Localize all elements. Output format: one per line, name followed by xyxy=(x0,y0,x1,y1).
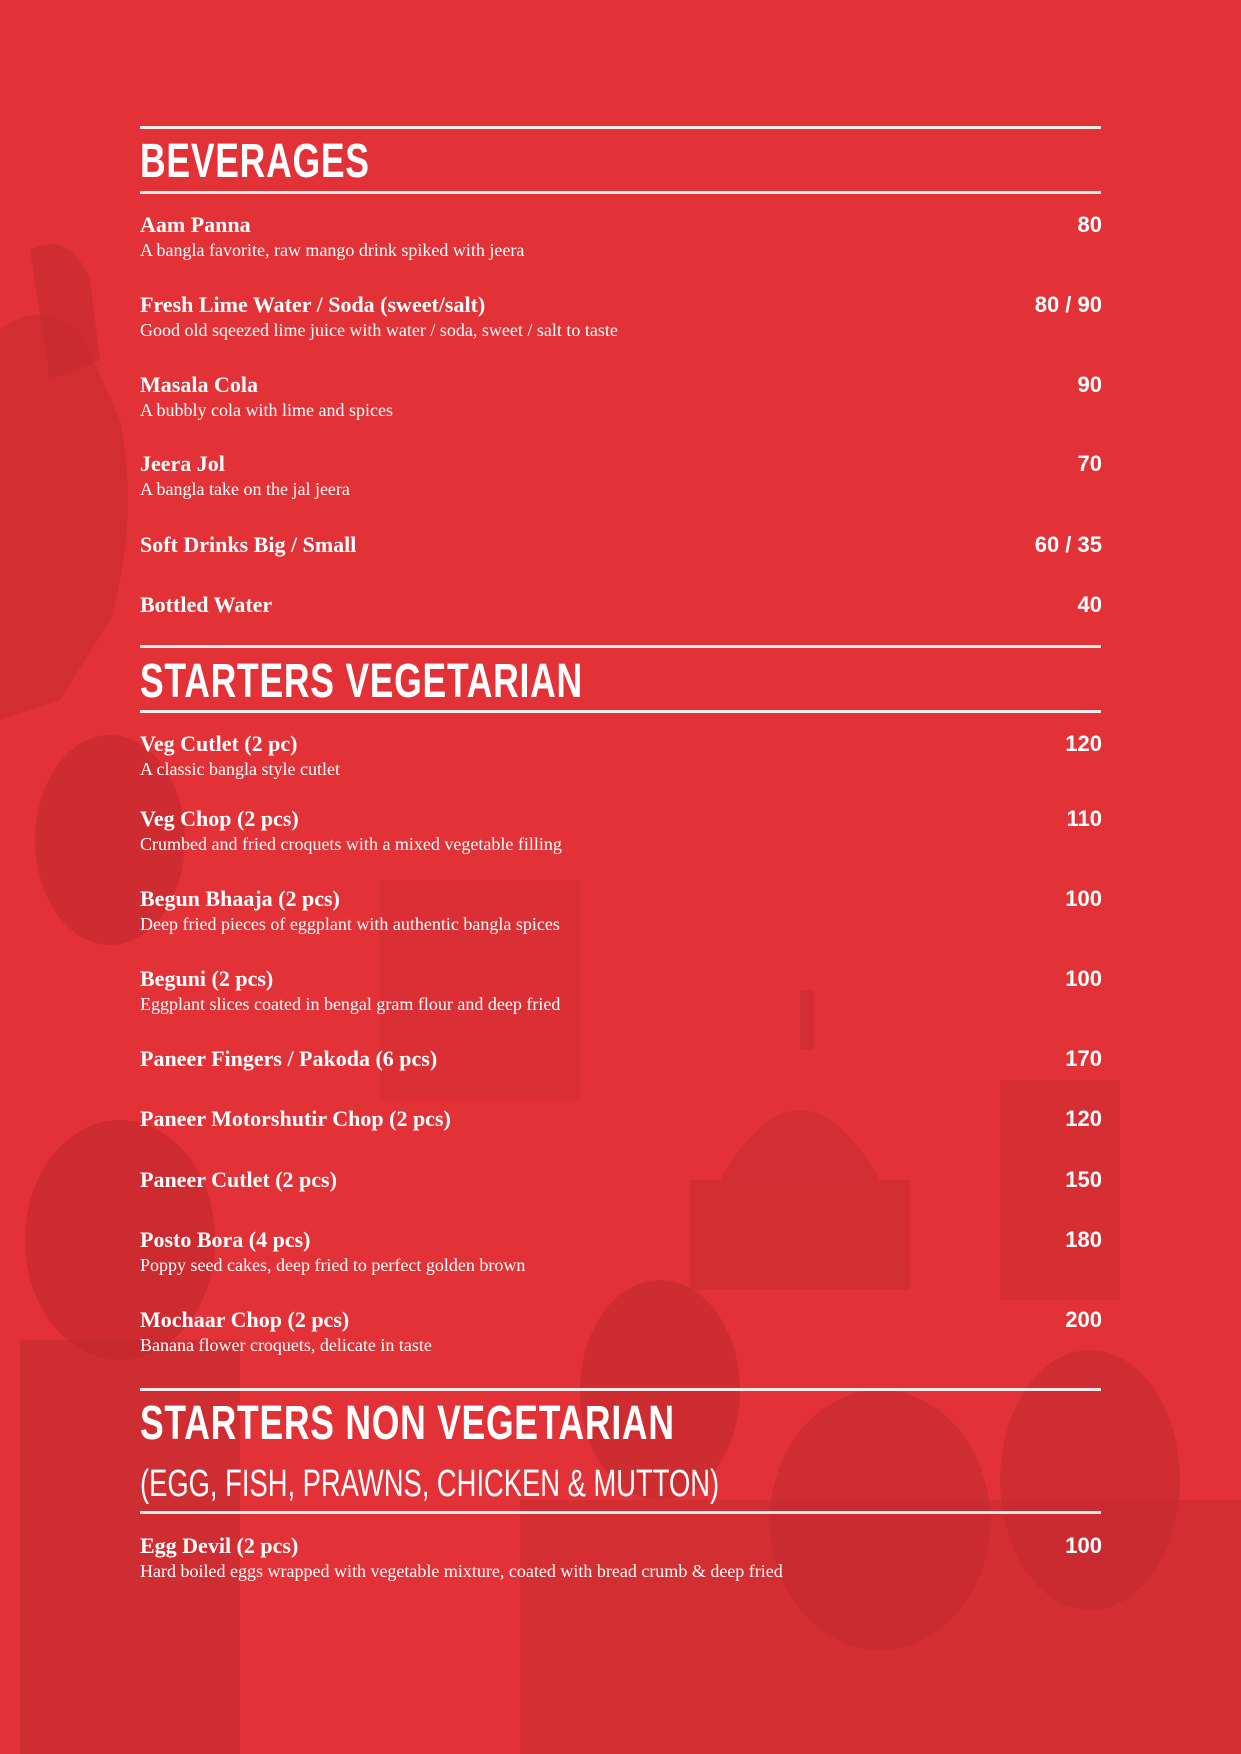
menu-item-price: 170 xyxy=(1065,1046,1102,1071)
menu-item-name: Veg Cutlet (2 pc) xyxy=(140,731,298,756)
menu-item-price: 200 xyxy=(1065,1307,1102,1332)
menu-item-description: A bangla favorite, raw mango drink spiked with jeera xyxy=(140,240,525,260)
menu-item xyxy=(140,1167,1102,1193)
menu-item-description: A bubbly cola with lime and spices xyxy=(140,400,393,420)
section-heading-starters-vegetarian: STARTERS VEGETARIAN xyxy=(140,655,583,708)
menu-item-name: Begun Bhaaja (2 pcs) xyxy=(140,886,340,911)
menu-item xyxy=(140,292,1102,341)
menu-item-name: Paneer Cutlet (2 pcs) xyxy=(140,1167,337,1192)
section-divider xyxy=(140,710,1101,713)
menu-item-price: 80 / 90 xyxy=(1034,292,1102,317)
section-subheading: (EGG, FISH, PRAWNS, CHICKEN & MUTTON) xyxy=(140,1463,720,1505)
menu-item-price: 70 xyxy=(1077,451,1102,476)
menu-item-name: Paneer Motorshutir Chop (2 pcs) xyxy=(140,1106,451,1131)
menu-item-name: Paneer Fingers / Pakoda (6 pcs) xyxy=(140,1046,438,1071)
menu-item-price: 110 xyxy=(1066,806,1102,831)
menu-item-description: Banana flower croquets, delicate in taste xyxy=(140,1335,432,1355)
menu-item-description: A classic bangla style cutlet xyxy=(140,759,340,779)
menu-item xyxy=(140,372,1102,421)
menu-item xyxy=(140,1227,1102,1276)
section-divider xyxy=(140,191,1101,194)
menu-item-description: Poppy seed cakes, deep fried to perfect golden brown xyxy=(140,1255,526,1275)
menu-item-name: Masala Cola xyxy=(140,372,258,397)
menu-item-name: Beguni (2 pcs) xyxy=(140,966,274,991)
menu-item-description: Deep fried pieces of eggplant with authentic bangla spices xyxy=(140,914,560,934)
menu-item-description: A bangla take on the jal jeera xyxy=(140,479,350,499)
menu-item-price: 40 xyxy=(1077,592,1102,617)
menu-item-name: Jeera Jol xyxy=(140,451,225,476)
menu-item-price: 100 xyxy=(1065,1533,1102,1558)
menu-item xyxy=(140,592,1102,618)
menu-item-description: Eggplant slices coated in bengal gram flour and deep fried xyxy=(140,994,561,1014)
menu-item xyxy=(140,886,1102,935)
menu-item xyxy=(140,1106,1102,1132)
menu-item-name: Aam Panna xyxy=(140,212,251,237)
menu-item xyxy=(140,806,1102,855)
section-heading-starters-non-vegetarian: STARTERS NON VEGETARIAN xyxy=(140,1397,675,1450)
section-heading-beverages: BEVERAGES xyxy=(140,135,370,188)
menu-item-description: Good old sqeezed lime juice with water / soda, sweet / salt to taste xyxy=(140,320,618,340)
menu-item-name: Egg Devil (2 pcs) xyxy=(140,1533,299,1558)
section-divider xyxy=(140,1388,1101,1391)
menu-item xyxy=(140,451,1102,500)
menu-item xyxy=(140,1307,1102,1356)
section-divider xyxy=(140,645,1101,648)
menu-item-price: 100 xyxy=(1065,966,1102,991)
menu-item-price: 120 xyxy=(1065,731,1102,756)
menu-item-name: Bottled Water xyxy=(140,592,273,617)
menu-item-name: Soft Drinks Big / Small xyxy=(140,532,357,557)
menu-item xyxy=(140,1533,1102,1582)
menu-item-name: Mochaar Chop (2 pcs) xyxy=(140,1307,350,1332)
menu-item-description: Crumbed and fried croquets with a mixed vegetable filling xyxy=(140,834,562,854)
menu-item-price: 60 / 35 xyxy=(1034,532,1102,557)
menu-item xyxy=(140,966,1102,1015)
menu-item-price: 120 xyxy=(1065,1106,1102,1131)
menu-item-price: 180 xyxy=(1065,1227,1102,1252)
menu-item xyxy=(140,212,1102,261)
menu-item-price: 100 xyxy=(1065,886,1102,911)
section-divider xyxy=(140,1511,1101,1514)
menu-item-price: 90 xyxy=(1077,372,1102,397)
menu-item-name: Fresh Lime Water / Soda (sweet/salt) xyxy=(140,292,486,317)
menu-item-description: Hard boiled eggs wrapped with vegetable mixture, coated with bread crumb & deep fried xyxy=(140,1561,783,1581)
menu-item-price: 150 xyxy=(1065,1167,1102,1192)
menu-item-name: Posto Bora (4 pcs) xyxy=(140,1227,311,1252)
menu-item-name: Veg Chop (2 pcs) xyxy=(140,806,299,831)
menu-item-price: 80 xyxy=(1077,212,1102,237)
menu-item xyxy=(140,731,1102,780)
section-divider xyxy=(140,126,1101,129)
menu-item xyxy=(140,532,1102,558)
menu-item xyxy=(140,1046,1102,1072)
